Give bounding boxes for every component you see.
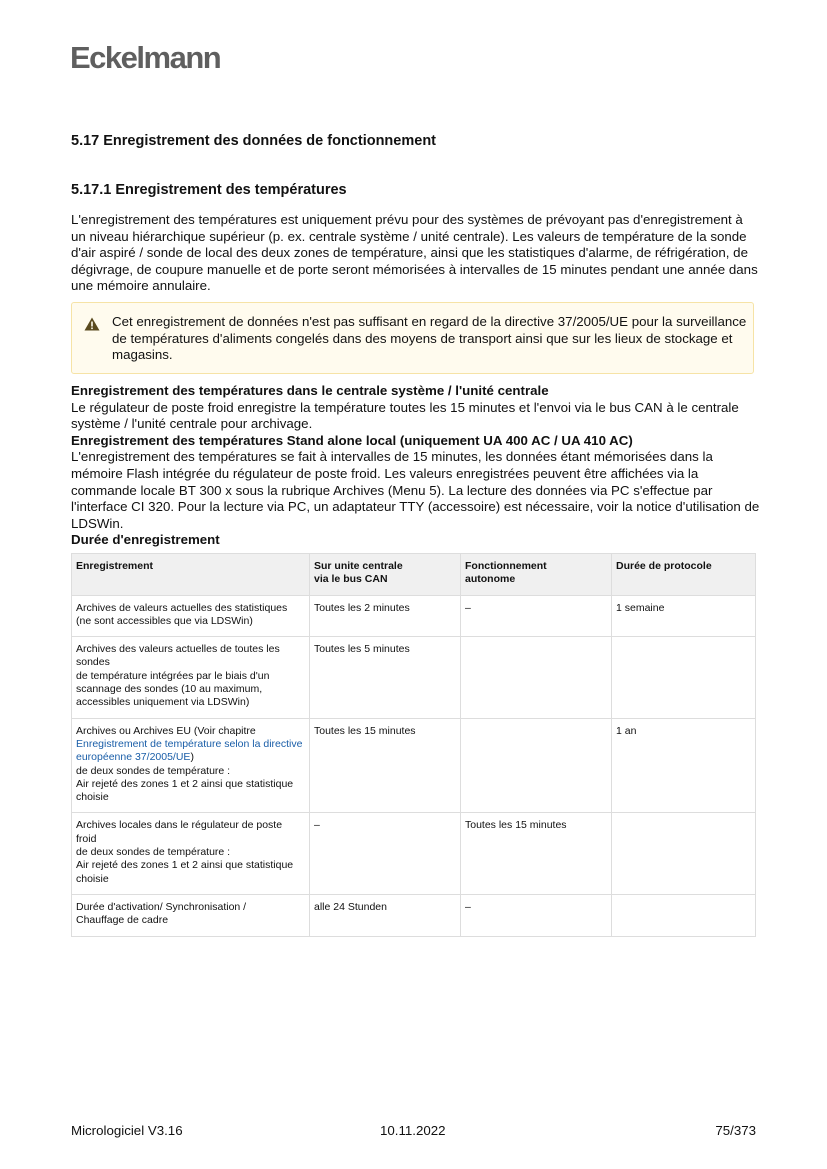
subsection-title: 5.17.1 Enregistrement des températures: [71, 182, 347, 198]
table-cell: –: [461, 894, 612, 936]
standalone-text: L'enregistrement des températures se fait à intervalles de 15 minutes, les données étant mémorisées dans la mémoire Flash intégrée du régulateur de poste froid. Les valeurs enregistrées peuvent être affichées via la commande locale BT 300 x sous la rubrique Archives (Menu 5). La lecture des données via PC s'effectue par l'interface CI 320. Pour la lecture via PC, un adaptateur TTY (accessoire) est nécessaire, voir la notice d'utilisation de LDSWin.: [71, 449, 760, 531]
table-cell: [461, 637, 612, 718]
table-cell: Toutes les 15 minutes: [310, 718, 461, 813]
duration-table: [71, 553, 756, 937]
table-cell: –: [461, 595, 612, 637]
cell-text: Archives ou Archives EU (Voir chapitre: [76, 724, 256, 737]
central-text: Le régulateur de poste froid enregistre la température toutes les 15 minutes et l'envoi via le bus CAN à le centrale système / l'unité centrale pour archivage.: [71, 399, 739, 432]
footer-page-number: 75/373: [715, 1123, 756, 1138]
standalone-heading: Enregistrement des températures Stand alone local (uniquement UA 400 AC / UA 410 AC): [71, 432, 633, 448]
table-cell: Toutes les 15 minutes: [461, 813, 612, 894]
table-row: [72, 595, 756, 637]
table-cell: 1 an: [612, 718, 756, 813]
table-row: [72, 813, 756, 894]
table-row: [72, 637, 756, 718]
eckelmann-logo: Eckelmann: [70, 40, 221, 75]
duration-heading: Durée d'enregistrement: [71, 532, 220, 548]
table-header-row: [72, 554, 756, 596]
table-row: [72, 894, 756, 936]
table-cell: Archives locales dans le régulateur de poste froid de deux sondes de température : Air rejeté des zones 1 et 2 ainsi que statistique choisie: [72, 813, 310, 894]
footer-version: Micrologiciel V3.16: [71, 1123, 183, 1138]
warning-box: [71, 302, 754, 374]
table-cell: Archives de valeurs actuelles des statistiques (ne sont accessibles que via LDSWin): [72, 595, 310, 637]
table-cell: Toutes les 2 minutes: [310, 595, 461, 637]
intro-paragraph: L'enregistrement des températures est uniquement prévu pour des systèmes de prévoyant pas d'enregistrement à un niveau hiérarchique supérieur (p. ex. centrale système / unité centrale). Les valeurs de température de la sonde d'air aspiré / sonde de local des deux zones de température, ainsi que les statistiques d'alarme, de réfrigération, de dégivrage, de coupure manuelle et de porte seront mémorisées à intervalles de 15 minutes pendant une année dans une mémoire annulaire.: [71, 212, 758, 294]
table-cell: [461, 718, 612, 813]
table-cell: Toutes les 5 minutes: [310, 637, 461, 718]
section-title: 5.17 Enregistrement des données de fonctionnement: [71, 133, 436, 149]
table-cell: alle 24 Stunden: [310, 894, 461, 936]
chapter-link[interactable]: Enregistrement de température selon la directive européenne 37/2005/UE: [76, 737, 303, 764]
warning-text: Cet enregistrement de données n'est pas suffisant en regard de la directive 37/2005/UE pour la surveillance de températures d'aliments congelés dans des moyens de transport ainsi que sur les lieux de stockage et magasins.: [112, 314, 747, 363]
table-cell: [612, 894, 756, 936]
footer-date: 10.11.2022: [380, 1123, 446, 1138]
header-cell: Sur unite centrale via le bus CAN: [310, 554, 461, 596]
table-cell: Durée d'activation/ Synchronisation / Chauffage de cadre: [72, 894, 310, 936]
central-heading: Enregistrement des températures dans le centrale système / l'unité centrale: [71, 383, 549, 398]
table-row: [72, 718, 756, 813]
table-cell: Archives des valeurs actuelles de toutes les sondes de température intégrées par le biais d'un scannage des sondes (10 au maximum, accessibles uniquement via LDSWin): [72, 637, 310, 718]
header-cell: Durée de protocole: [612, 554, 756, 596]
table-cell: [612, 637, 756, 718]
warning-triangle-icon: [84, 317, 100, 331]
recording-details: [71, 383, 761, 549]
header-cell: Enregistrement: [72, 554, 310, 596]
table-cell: –: [310, 813, 461, 894]
header-cell: Fonctionnement autonome: [461, 554, 612, 596]
table-cell: 1 semaine: [612, 595, 756, 637]
table-cell: [612, 813, 756, 894]
table-cell: [72, 718, 310, 813]
cell-text: ) de deux sondes de température : Air rejeté des zones 1 et 2 ainsi que statistique choisie: [76, 751, 294, 804]
